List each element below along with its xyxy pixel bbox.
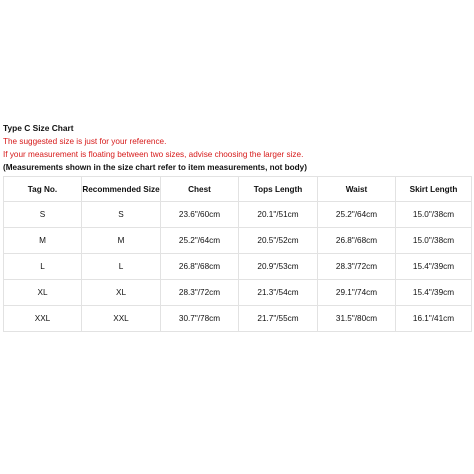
cell-waist: 25.2"/64cm [318, 202, 396, 228]
cell-recommended-size: XXL [82, 306, 161, 332]
table-row [4, 280, 472, 306]
table-header-row [4, 177, 472, 202]
cell-tag-no: L [4, 254, 82, 280]
cell-tops-length: 21.3"/54cm [239, 280, 318, 306]
cell-chest: 25.2"/64cm [161, 228, 239, 254]
cell-tag-no: S [4, 202, 82, 228]
header-tag-no: Tag No. [4, 177, 82, 202]
cell-recommended-size: L [82, 254, 161, 280]
cell-chest: 26.8"/68cm [161, 254, 239, 280]
reference-note: The suggested size is just for your reference. [3, 137, 167, 146]
cell-tag-no: XXL [4, 306, 82, 332]
header-recommended-size: Recommended Size [82, 177, 161, 202]
cell-skirt-length: 16.1"/41cm [396, 306, 472, 332]
cell-skirt-length: 15.4"/39cm [396, 280, 472, 306]
cell-chest: 30.7"/78cm [161, 306, 239, 332]
cell-tops-length: 21.7"/55cm [239, 306, 318, 332]
table-row [4, 306, 472, 332]
cell-tag-no: M [4, 228, 82, 254]
cell-skirt-length: 15.4"/39cm [396, 254, 472, 280]
cell-chest: 23.6"/60cm [161, 202, 239, 228]
header-waist: Waist [318, 177, 396, 202]
cell-recommended-size: XL [82, 280, 161, 306]
header-skirt-length: Skirt Length [396, 177, 472, 202]
header-tops-length: Tops Length [239, 177, 318, 202]
size-table [3, 176, 472, 332]
cell-recommended-size: S [82, 202, 161, 228]
table-row [4, 254, 472, 280]
cell-tag-no: XL [4, 280, 82, 306]
measurement-disclaimer: (Measurements shown in the size chart refer to item measurements, not body) [3, 163, 307, 172]
cell-tops-length: 20.5"/52cm [239, 228, 318, 254]
table-row [4, 202, 472, 228]
cell-tops-length: 20.9"/53cm [239, 254, 318, 280]
cell-waist: 31.5"/80cm [318, 306, 396, 332]
header-chest: Chest [161, 177, 239, 202]
cell-waist: 28.3"/72cm [318, 254, 396, 280]
table-row [4, 228, 472, 254]
cell-waist: 29.1"/74cm [318, 280, 396, 306]
cell-skirt-length: 15.0"/38cm [396, 228, 472, 254]
cell-recommended-size: M [82, 228, 161, 254]
cell-skirt-length: 15.0"/38cm [396, 202, 472, 228]
cell-waist: 26.8"/68cm [318, 228, 396, 254]
chart-title: Type C Size Chart [3, 123, 74, 133]
cell-chest: 28.3"/72cm [161, 280, 239, 306]
size-chart-section [3, 122, 471, 332]
cell-tops-length: 20.1"/51cm [239, 202, 318, 228]
sizing-advice-note: If your measurement is floating between two sizes, advise choosing the larger size. [3, 150, 304, 159]
